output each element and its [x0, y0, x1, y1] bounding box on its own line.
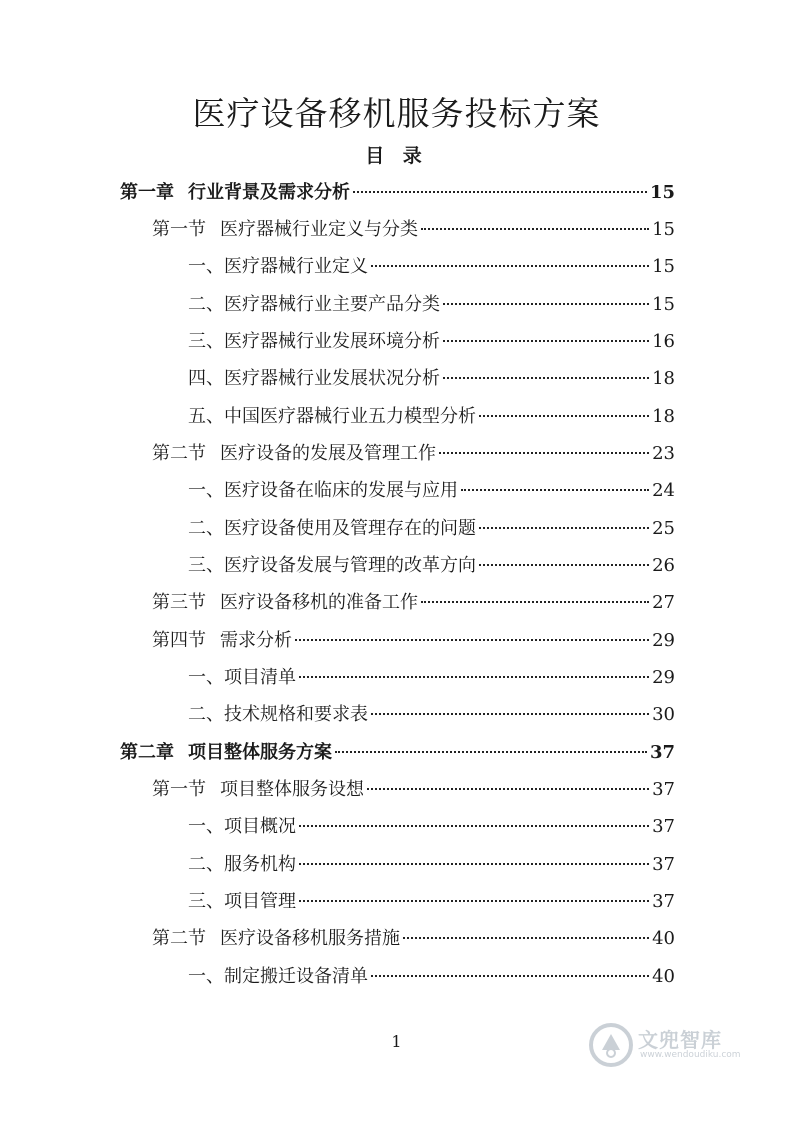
toc-entry-page: 37	[652, 891, 675, 912]
toc-entry-section[interactable]	[152, 439, 675, 469]
toc-entry-subsection[interactable]	[188, 962, 675, 992]
toc-entry-page: 15	[652, 294, 675, 315]
toc-entry-page: 27	[652, 592, 675, 613]
toc-entry-number: 第二节	[152, 928, 206, 949]
toc-leader-dots	[439, 452, 649, 454]
watermark-logo-icon	[588, 1022, 634, 1068]
toc-entry-page: 24	[652, 480, 675, 501]
toc-leader-dots	[421, 228, 649, 230]
toc-entry-page: 15	[652, 219, 675, 240]
toc-entry-page: 23	[652, 443, 675, 464]
toc-entry-text: 项目整体服务设想	[220, 779, 364, 800]
toc-entry-text: 医疗设备的发展及管理工作	[220, 443, 436, 464]
watermark-url: www.wendoudiku.com	[640, 1050, 741, 1060]
toc-entry-section[interactable]	[152, 775, 675, 805]
page-number: 1	[391, 1032, 402, 1051]
toc-entry-page: 18	[652, 406, 675, 427]
toc-entry-page: 40	[652, 966, 675, 987]
toc-entry-page: 26	[652, 555, 675, 576]
toc-entry-page: 16	[652, 331, 675, 352]
toc-entry-subsection[interactable]	[188, 252, 675, 282]
toc-entry-text: 一、医疗器械行业定义	[188, 256, 368, 277]
toc-entry-text: 一、项目清单	[188, 667, 296, 688]
document-title: 医疗设备移机服务投标方案	[192, 94, 601, 133]
toc-entry-text: 三、医疗器械行业发展环境分析	[188, 331, 440, 352]
toc-entry-text: 二、技术规格和要求表	[188, 704, 368, 725]
toc-leader-dots	[479, 415, 649, 417]
toc-leader-dots	[443, 377, 649, 379]
toc-entry-section[interactable]	[152, 588, 675, 618]
toc-entry-number: 第一节	[152, 219, 206, 240]
toc-entry-page: 40	[652, 928, 675, 949]
toc-leader-dots	[443, 340, 649, 342]
toc-leader-dots	[403, 937, 649, 939]
toc-leader-dots	[353, 191, 647, 193]
toc-leader-dots	[335, 751, 647, 753]
toc-entry-text: 二、医疗器械行业主要产品分类	[188, 294, 440, 315]
toc-entry-section[interactable]	[152, 215, 675, 245]
toc-leader-dots	[299, 825, 649, 827]
toc-leader-dots	[299, 676, 649, 678]
toc-entry-subsection[interactable]	[188, 887, 675, 917]
toc-entry-text: 三、项目管理	[188, 891, 296, 912]
toc-entry-text: 医疗设备移机服务措施	[220, 928, 400, 949]
toc-entry-section[interactable]	[152, 626, 675, 656]
toc-entry-chapter[interactable]	[120, 738, 675, 768]
toc-entry-subsection[interactable]	[188, 327, 675, 357]
toc-entry-number: 第一节	[152, 779, 206, 800]
toc-entry-subsection[interactable]	[188, 290, 675, 320]
toc-entry-number: 第三节	[152, 592, 206, 613]
toc-entry-text: 医疗设备移机的准备工作	[220, 592, 418, 613]
toc-leader-dots	[299, 900, 649, 902]
toc-heading: 目 录	[365, 145, 428, 167]
toc-entry-text: 医疗器械行业定义与分类	[220, 219, 418, 240]
toc-entry-subsection[interactable]	[188, 663, 675, 693]
toc-entry-number: 第二章	[120, 742, 174, 763]
toc-entry-text: 行业背景及需求分析	[188, 182, 350, 203]
toc-entry-subsection[interactable]	[188, 700, 675, 730]
toc-entry-page: 15	[649, 182, 675, 203]
toc-leader-dots	[421, 601, 649, 603]
toc-entry-chapter[interactable]	[120, 178, 675, 208]
toc-entry-number: 第二节	[152, 443, 206, 464]
toc-entry-page: 37	[652, 779, 675, 800]
toc-entry-subsection[interactable]	[188, 514, 675, 544]
toc-entry-subsection[interactable]	[188, 476, 675, 506]
toc-leader-dots	[299, 863, 649, 865]
toc-entry-page: 29	[652, 667, 675, 688]
toc-entry-text: 一、制定搬迁设备清单	[188, 966, 368, 987]
toc-entry-subsection[interactable]	[188, 812, 675, 842]
toc-entry-text: 四、医疗器械行业发展状况分析	[188, 368, 440, 389]
toc-entry-page: 25	[652, 518, 675, 539]
toc-entry-page: 37	[649, 742, 675, 763]
toc-entry-section[interactable]	[152, 924, 675, 954]
toc-leader-dots	[367, 788, 649, 790]
toc-entry-page: 30	[652, 704, 675, 725]
toc-entry-text: 二、医疗设备使用及管理存在的问题	[188, 518, 476, 539]
watermark	[588, 1018, 758, 1074]
toc-leader-dots	[479, 564, 649, 566]
toc-entry-text: 一、医疗设备在临床的发展与应用	[188, 480, 458, 501]
toc-leader-dots	[371, 713, 649, 715]
toc-entry-page: 37	[652, 816, 675, 837]
toc-entry-page: 15	[652, 256, 675, 277]
toc-entry-number: 第四节	[152, 630, 206, 651]
toc-entry-subsection[interactable]	[188, 551, 675, 581]
toc-entry-text: 二、服务机构	[188, 854, 296, 875]
toc-leader-dots	[443, 303, 649, 305]
toc-entry-subsection[interactable]	[188, 402, 675, 432]
toc-leader-dots	[479, 527, 649, 529]
watermark-name: 文兜智库	[638, 1028, 722, 1052]
toc-leader-dots	[295, 639, 649, 641]
toc-entry-subsection[interactable]	[188, 850, 675, 880]
toc-entry-subsection[interactable]	[188, 364, 675, 394]
toc-leader-dots	[371, 975, 649, 977]
toc-leader-dots	[461, 489, 649, 491]
toc-entry-page: 29	[652, 630, 675, 651]
toc-entry-text: 需求分析	[220, 630, 292, 651]
toc-entry-text: 三、医疗设备发展与管理的改革方向	[188, 555, 476, 576]
toc-entry-text: 一、项目概况	[188, 816, 296, 837]
toc-entry-text: 五、中国医疗器械行业五力模型分析	[188, 406, 476, 427]
toc-leader-dots	[371, 265, 649, 267]
toc-entry-number: 第一章	[120, 182, 174, 203]
toc-entry-page: 18	[652, 368, 675, 389]
toc-entry-text: 项目整体服务方案	[188, 742, 332, 763]
toc-entry-page: 37	[652, 854, 675, 875]
